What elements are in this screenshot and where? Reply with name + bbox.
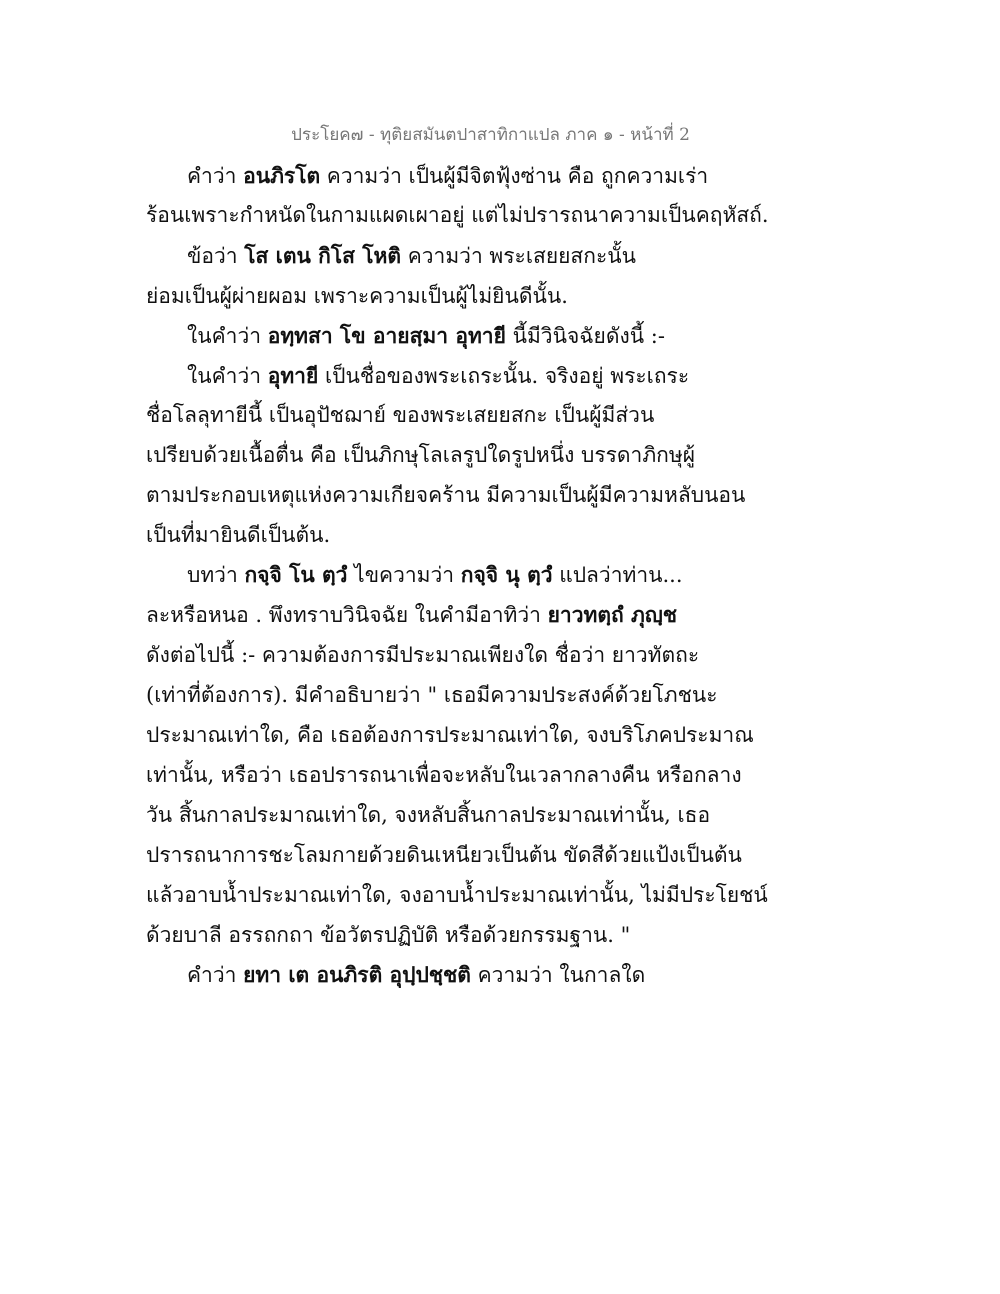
text-line bbox=[146, 722, 754, 748]
text-segment: แล้วอาบน้ำประมาณเท่าใด, จงอาบน้ำประมาณเท่านั้น, ไม่มีประโยชน์ bbox=[146, 883, 768, 907]
text-line bbox=[146, 402, 654, 428]
text-segment: วัน สิ้นกาลประมาณเท่าใด, จงหลับสิ้นกาลประมาณเท่านั้น, เธอ bbox=[146, 803, 711, 827]
text-line bbox=[146, 842, 742, 868]
text-segment: เป็นชื่อของพระเถระนั้น. จริงอยู่ พระเถระ bbox=[318, 364, 690, 388]
bold-term: อุทายี bbox=[267, 363, 319, 388]
text-line bbox=[146, 522, 330, 548]
text-segment: คำว่า bbox=[187, 963, 244, 987]
bold-term: อนภิรโต bbox=[243, 163, 321, 188]
text-segment: แปลว่าท่าน... bbox=[552, 563, 683, 587]
text-segment: (เท่าที่ต้องการ). มีคำอธิบายว่า " เธอมีความประสงค์ด้วยโภชนะ bbox=[146, 683, 718, 707]
text-line bbox=[146, 642, 699, 668]
text-segment: ด้วยบาลี อรรถกถา ข้อวัตรปฏิบัติ หรือด้วยกรรมฐาน. " bbox=[146, 923, 631, 947]
text-line bbox=[146, 922, 630, 948]
text-line bbox=[187, 163, 708, 189]
text-line bbox=[146, 882, 768, 908]
bold-term: อทฺทสา โข อายสฺมา อุทายี bbox=[267, 323, 506, 348]
text-segment: นี้มีวินิจฉัยดังนี้ :- bbox=[505, 324, 665, 348]
text-segment: ตามประกอบเหตุแห่งความเกียจคร้าน มีความเป็นผู้มีความหลับนอน bbox=[146, 483, 746, 507]
text-segment: เปรียบด้วยเนื้อตื่น คือ เป็นภิกษุโลเลรูปใดรูปหนึ่ง บรรดาภิกษุผู้ bbox=[146, 443, 696, 467]
text-line bbox=[146, 802, 710, 828]
text-segment: เป็นที่มายินดีเป็นต้น. bbox=[146, 523, 331, 547]
text-line bbox=[187, 562, 683, 588]
bold-term: ยทา เต อนภิรติ อุปฺปชฺชติ bbox=[243, 962, 471, 987]
text-line bbox=[187, 323, 665, 349]
text-segment: ปรารถนาการชะโลมกายด้วยดินเหนียวเป็นต้น ขัดสีด้วยแป้งเป็นต้น bbox=[146, 843, 742, 867]
text-line bbox=[146, 283, 568, 309]
text-line bbox=[146, 202, 769, 228]
text-line bbox=[146, 602, 677, 628]
bold-term: กจฺจิ นุ ตฺวํ bbox=[460, 562, 553, 587]
text-segment: ย่อมเป็นผู้ผ่ายผอม เพราะความเป็นผู้ไม่ยินดีนั้น. bbox=[146, 284, 568, 308]
bold-term: โส เตน กิโส โหติ bbox=[244, 243, 402, 268]
text-segment: เท่านั้น, หรือว่า เธอปรารถนาเพื่อจะหลับในเวลากลางคืน หรือกลาง bbox=[146, 763, 742, 787]
text-line bbox=[187, 243, 636, 269]
bold-term: กจฺจิ โน ตฺวํ bbox=[244, 562, 348, 587]
text-segment: ความว่า ในกาลใด bbox=[470, 963, 646, 987]
text-segment: ชื่อโลลุทายีนี้ เป็นอุปัชฌาย์ ของพระเสยยสกะ เป็นผู้มีส่วน bbox=[146, 403, 655, 427]
text-segment: บทว่า bbox=[187, 563, 245, 587]
text-segment: ความว่า พระเสยยสกะนั้น bbox=[401, 244, 636, 268]
text-segment: ในคำว่า bbox=[187, 324, 268, 348]
text-segment: ข้อว่า bbox=[187, 244, 245, 268]
text-segment: ในคำว่า bbox=[187, 364, 268, 388]
text-segment: ไขความว่า bbox=[347, 563, 461, 587]
text-line bbox=[187, 363, 689, 389]
bold-term: ยาวทตฺถํ ภุญฺช bbox=[547, 602, 677, 627]
text-segment: ประมาณเท่าใด, คือ เธอต้องการประมาณเท่าใด, จงบริโภคประมาณ bbox=[146, 723, 754, 747]
text-segment: ความว่า เป็นผู้มีจิตฟุ้งซ่าน คือ ถูกความเร่า bbox=[320, 164, 709, 188]
text-line bbox=[146, 762, 742, 788]
text-segment: ดังต่อไปนี้ :- ความต้องการมีประมาณเพียงใด ชื่อว่า ยาวทัตถะ bbox=[146, 643, 700, 667]
text-segment: ร้อนเพราะกำหนัดในกามแผดเผาอยู่ แต่ไม่ปรารถนาความเป็นคฤหัสถ์. bbox=[146, 203, 769, 227]
text-segment: ละหรือหนอ . พึงทราบวินิจฉัย ในคำมีอาทิว่า bbox=[146, 603, 548, 627]
text-line bbox=[146, 682, 718, 708]
running-header: ประโยค๗ - ทุติยสมันตปาสาทิกาแปล ภาค ๑ - หน้าที่ 2 bbox=[291, 125, 690, 145]
text-line bbox=[187, 962, 645, 988]
text-segment: คำว่า bbox=[187, 164, 244, 188]
text-line bbox=[146, 482, 745, 508]
text-line bbox=[146, 442, 695, 468]
